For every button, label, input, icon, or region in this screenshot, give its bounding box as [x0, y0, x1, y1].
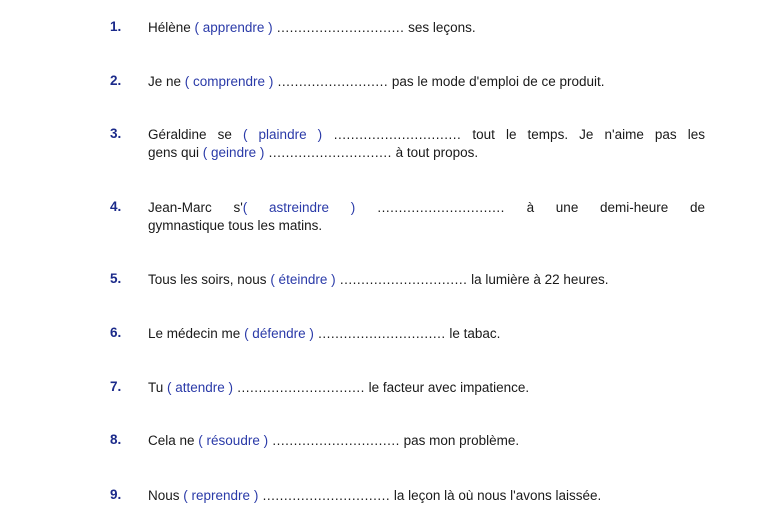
item-number: 8.	[110, 432, 122, 447]
sentence-end: le facteur avec impatience.	[364, 380, 530, 395]
sentence-end: la leçon là où nous l'avons laissée.	[390, 488, 602, 503]
verb-prompt: ( comprendre )	[184, 74, 274, 89]
answer-blank[interactable]: ..............................	[335, 272, 468, 287]
item-sentence	[148, 73, 705, 91]
sentence-start: Géraldine se	[148, 127, 243, 142]
item-sentence	[148, 19, 705, 37]
item-number: 4.	[110, 199, 122, 214]
verb-prompt: ( résoudre )	[198, 433, 269, 448]
answer-blank[interactable]: ..............................	[258, 488, 391, 503]
sentence-start: Jean-Marc s'	[148, 200, 243, 215]
item-sentence	[148, 271, 705, 289]
sentence-start: Cela ne	[148, 433, 199, 448]
sentence-end: la lumière à 22 heures.	[467, 272, 609, 287]
verb-prompt: ( éteindre )	[270, 272, 336, 287]
answer-blank[interactable]: ..............................	[322, 127, 462, 142]
sentence-start: Tu	[148, 380, 168, 395]
answer-blank[interactable]: ..............................	[313, 326, 446, 341]
sentence-end: tout le temps. Je n'aime pas les	[461, 127, 706, 142]
sentence-start: Le médecin me	[148, 326, 245, 341]
item-sentence	[148, 379, 705, 397]
item-sentence	[148, 432, 705, 450]
item-sentence	[148, 325, 705, 343]
sentence-start: gens qui	[148, 145, 203, 160]
verb-prompt: ( reprendre )	[183, 488, 259, 503]
answer-blank[interactable]: ..............................	[268, 433, 400, 448]
verb-prompt: ( plaindre )	[242, 127, 323, 142]
item-number: 7.	[110, 379, 122, 394]
sentence-end: pas le mode d'emploi de ce produit.	[388, 74, 605, 89]
item-number: 9.	[110, 487, 122, 502]
item-number: 5.	[110, 271, 122, 286]
answer-blank[interactable]: .............................	[264, 145, 392, 160]
item-sentence	[148, 199, 705, 235]
verb-prompt: ( défendre )	[244, 326, 314, 341]
sentence-start: Hélène	[148, 20, 195, 35]
sentence-end: ses leçons.	[404, 20, 476, 35]
sentence-line-2	[148, 144, 705, 162]
verb-prompt: ( astreindre )	[242, 200, 356, 215]
sentence-end: à tout propos.	[391, 145, 479, 160]
item-sentence	[148, 487, 705, 505]
sentence-start: Nous	[148, 488, 184, 503]
sentence-line-2: gymnastique tous les matins.	[148, 218, 323, 233]
answer-blank[interactable]: ..............................	[233, 380, 365, 395]
item-sentence	[148, 126, 705, 162]
answer-blank[interactable]: ..........................	[273, 74, 389, 89]
sentence-end: à une demi-heure de	[504, 200, 705, 215]
sentence-start: Tous les soirs, nous	[148, 272, 271, 287]
verb-prompt: ( attendre )	[167, 380, 234, 395]
item-number: 3.	[110, 126, 122, 141]
item-number: 6.	[110, 325, 122, 340]
item-number: 2.	[110, 73, 122, 88]
verb-prompt: ( geindre )	[202, 145, 265, 160]
sentence-end: pas mon problème.	[399, 433, 520, 448]
answer-blank[interactable]: ..............................	[355, 200, 505, 215]
verb-prompt: ( apprendre )	[194, 20, 273, 35]
item-number: 1.	[110, 19, 122, 34]
answer-blank[interactable]: ..............................	[272, 20, 405, 35]
sentence-end: le tabac.	[445, 326, 501, 341]
sentence-start: Je ne	[148, 74, 185, 89]
